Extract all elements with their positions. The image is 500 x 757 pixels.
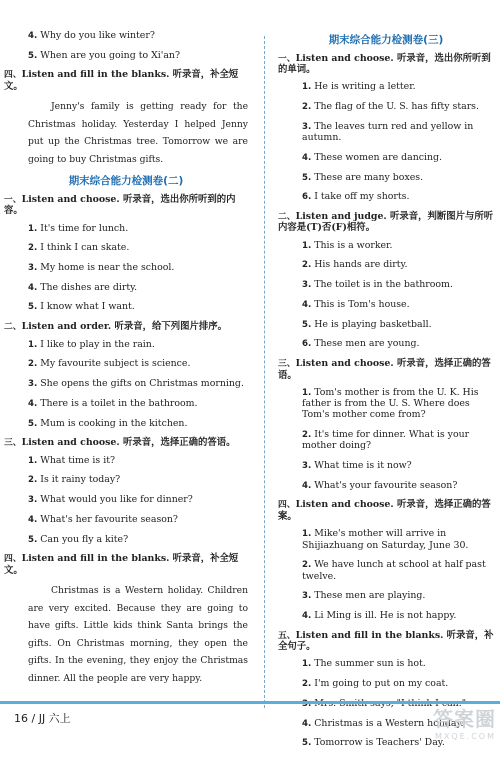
column-divider: [264, 36, 265, 708]
list-item: 1. The summer sun is hot.: [302, 658, 426, 670]
section-heading: 二、Listen and judge. 听录音，判断图片与所听内容是(T)否(F)相符。: [278, 210, 494, 234]
list-item: 2. It's time for dinner. What is your mother doing?: [302, 429, 470, 452]
watermark-logo: [433, 703, 496, 741]
list-item: 2. Is it rainy today?: [28, 474, 121, 486]
list-item: 3. My home is near the school.: [28, 262, 175, 274]
list-item: 1. Tom's mother is from the U. K. His father is from the U. S. Where does Tom's mother come from?: [302, 386, 479, 421]
list-item: 3. What would you like for dinner?: [28, 494, 193, 506]
section-heading: 五、Listen and fill in the blanks. 听录音，补全句子。: [278, 629, 494, 653]
list-item: 1. I like to play in the rain.: [28, 338, 155, 350]
list-item: 2. My favourite subject is science.: [28, 358, 191, 370]
passage: Christmas is a Western holiday. Children are very excited. Because they are going to have gifts. Little kids think Santa brings the gifts. On Christmas morning, they open the gifts. In the evening, they enjoy the Christmas dinner. All the people are very happy.: [28, 585, 248, 684]
list-item: 5. These are many boxes.: [302, 171, 424, 183]
list-item: 4. This is Tom's house.: [302, 298, 410, 310]
list-item: 3. She opens the gifts on Christmas morning.: [28, 378, 244, 390]
list-item: 6. I take off my shorts.: [302, 191, 410, 203]
exam-title: 期末综合能力检测卷(二): [68, 175, 184, 188]
list-item: 2. I think I can skate.: [28, 242, 130, 254]
list-item: 4. Why do you like winter?: [28, 30, 155, 41]
watermark-text: 答案圈: [433, 707, 496, 731]
section-heading: 一、Listen and choose. 听录音，选出你所听到的单词。: [278, 52, 491, 76]
list-item: 1. He is writing a letter.: [302, 81, 416, 93]
list-item: 5. Tomorrow is Teachers' Day.: [302, 737, 445, 749]
list-item: 5. When are you going to Xi'an?: [28, 49, 180, 61]
list-item: 4. What's your favourite season?: [302, 479, 458, 491]
footer-rule: [0, 701, 500, 704]
section-heading: 四、Listen and choose. 听录音，选择正确的答案。: [278, 499, 491, 522]
list-item: 3. These men are playing.: [302, 590, 426, 602]
list-item: 2. We have lunch at school at half past twelve.: [302, 559, 486, 582]
list-item: 5. Can you fly a kite?: [28, 533, 129, 545]
list-item: 3. What time is it now?: [302, 460, 412, 472]
section-heading: 三、Listen and choose. 听录音，选择正确的答语。: [4, 437, 236, 449]
list-item: 5. I know what I want.: [28, 301, 135, 313]
section-heading: 四、Listen and fill in the blanks. 听录音，补全短文。: [4, 553, 239, 576]
section-heading: 一、Listen and choose. 听录音，选出你所听到的内容。: [4, 193, 236, 217]
list-item: 2. His hands are dirty.: [302, 259, 408, 271]
list-item: 4. There is a toilet in the bathroom.: [28, 397, 198, 409]
list-item: 6. These men are young.: [302, 338, 420, 350]
list-item: 1. What time is it?: [28, 454, 116, 466]
exam-title: 期末综合能力检测卷(三): [328, 34, 444, 46]
list-item: 1. Mike's mother will arrive in Shijiazhuang on Saturday, June 30.: [302, 528, 469, 551]
list-item: 2. The flag of the U. S. has fifty stars.: [302, 101, 479, 113]
section-heading: 二、Listen and order. 听录音，给下列图片排序。: [4, 321, 227, 333]
list-item: 3. The leaves turn red and yellow in autumn.: [302, 120, 474, 144]
page-number: 16 / JJ 六上: [14, 712, 71, 725]
list-item: 5. Mum is cooking in the kitchen.: [28, 417, 188, 429]
list-item: 2. I'm going to put on my coat.: [302, 678, 449, 690]
section-heading: 四、Listen and fill in the blanks. 听录音，补全短文。: [4, 69, 239, 92]
left-column: [4, 30, 248, 694]
list-item: 3. The toilet is in the bathroom.: [302, 279, 453, 291]
list-item: 4. What's her favourite season?: [28, 513, 178, 525]
list-item: 1. It's time for lunch.: [28, 222, 129, 234]
passage: Jenny's family is getting ready for the Christmas holiday. Yesterday I helped Jenny put up the Christmas tree. Tomorrow we are going to buy Christmas gifts.: [28, 101, 248, 165]
list-item: 5. He is playing basketball.: [302, 318, 432, 330]
section-heading: 三、Listen and choose. 听录音，选择正确的答语。: [278, 357, 491, 381]
list-item: 4. Li Ming is ill. He is not happy.: [302, 609, 457, 621]
list-item: 4. The dishes are dirty.: [28, 281, 138, 293]
watermark-url: MXQE.COM: [434, 732, 496, 741]
list-item: 4. These women are dancing.: [302, 151, 443, 163]
list-item: 1. This is a worker.: [302, 239, 393, 251]
list-item: 4. Christmas is a Western holiday.: [302, 717, 464, 729]
page-footer: [0, 701, 500, 741]
right-column: [278, 30, 494, 757]
